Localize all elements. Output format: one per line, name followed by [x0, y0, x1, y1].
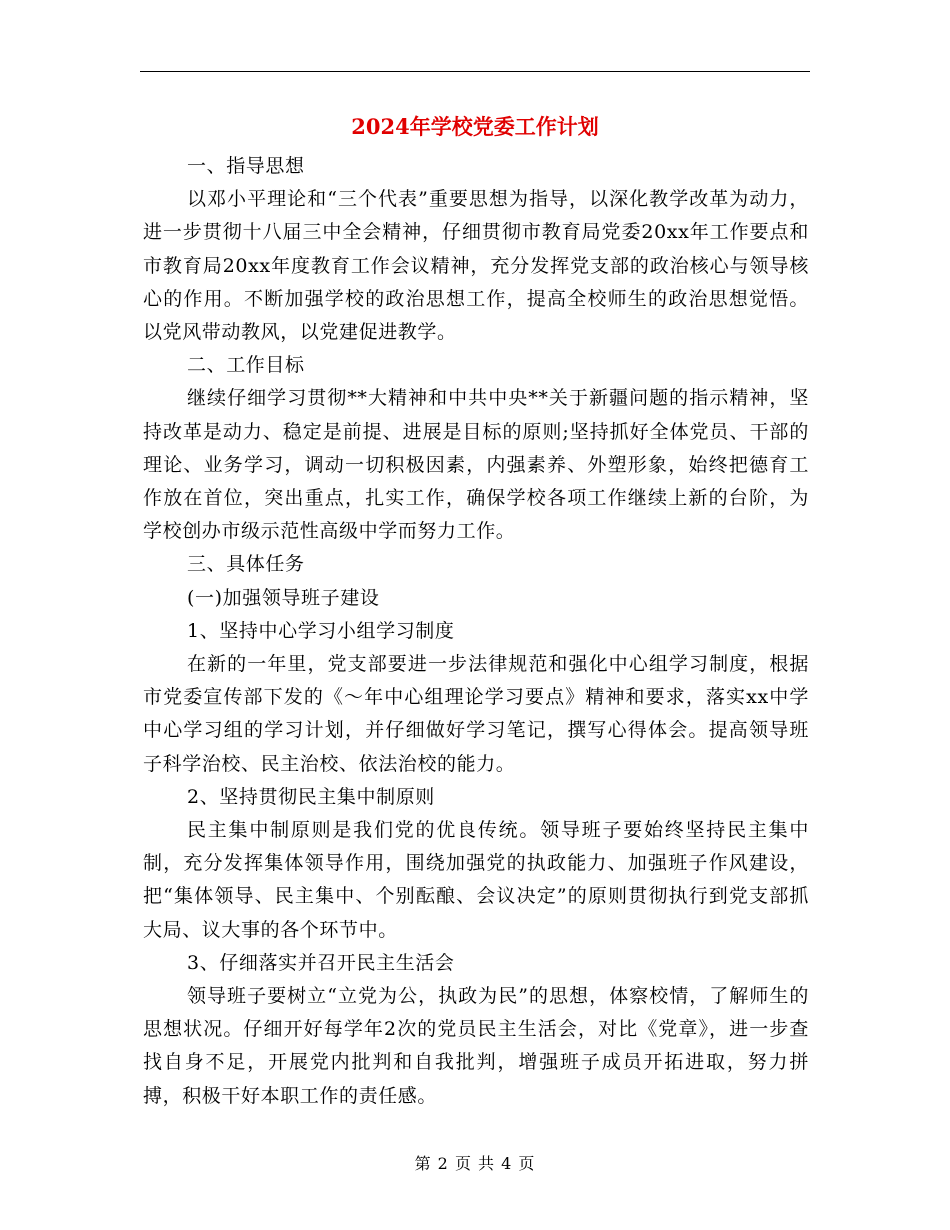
item-heading: 3、仔细落实并召开民主生活会	[187, 951, 455, 974]
header-rule	[140, 71, 810, 72]
body-paragraph: 以邓小平理论和“三个代表”重要思想为指导，以深化教学改革为动力，进一步贯彻十八届三中全会精神，仔细贯彻市教育局党委20xx年工作要点和市教育局20xx年度教育工作会议精神，充分发挥党支部的政治核心与领导核心的作用。不断加强学校的政治思想工作，提高全校师生的政治思想觉悟。以党风带动教风，以党建促进教学。	[143, 188, 809, 344]
document-body	[143, 150, 809, 1113]
body-paragraph: 在新的一年里，党支部要进一步法律规范和强化中心组学习制度，根据市党委宣传部下发的《～年中心组理论学习要点》精神和要求，落实xx中学中心学习组的学习计划，并仔细做好学习笔记，撰写心得体会。提高领导班子科学治校、民主治校、依法治校的能力。	[143, 653, 809, 775]
document-title: 2024年学校党委工作计划	[351, 114, 599, 139]
body-paragraph: 继续仔细学习贯彻**大精神和中共中央**关于新疆问题的指示精神，坚持改革是动力、稳定是前提、进展是目标的原则;坚持抓好全体党员、干部的理论、业务学习，调动一切积极因素，内强素养、外塑形象，始终把德育工作放在首位，突出重点，扎实工作，确保学校各项工作继续上新的台阶，为学校创办市级示范性高级中学而努力工作。	[143, 387, 809, 543]
item-heading: 1、坚持中心学习小组学习制度	[187, 619, 455, 642]
section-heading: 一、指导思想	[187, 155, 305, 177]
body-paragraph: 民主集中制原则是我们党的优良传统。领导班子要始终坚持民主集中制，充分发挥集体领导作用，围绕加强党的执政能力、加强班子作风建设，把“集体领导、民主集中、个别酝酿、会议决定”的原则贯彻执行到党支部抓大局、议大事的各个环节中。	[143, 819, 809, 941]
section-heading: 三、具体任务	[187, 553, 305, 576]
page-number-footer: 第 2 页 共 4 页	[414, 1154, 536, 1173]
body-paragraph: 领导班子要树立“立党为公，执政为民”的思想，体察校情，了解师生的思想状况。仔细开好每学年2次的党员民主生活会，对比《党章》，进一步查找自身不足，开展党内批判和自我批判，增强班子成员开拓进取，努力拼搏，积极干好本职工作的责任感。	[143, 985, 809, 1107]
subsection-heading: (一)加强领导班子建设	[187, 586, 380, 609]
section-heading: 二、工作目标	[187, 354, 305, 377]
item-heading: 2、坚持贯彻民主集中制原则	[187, 785, 435, 808]
